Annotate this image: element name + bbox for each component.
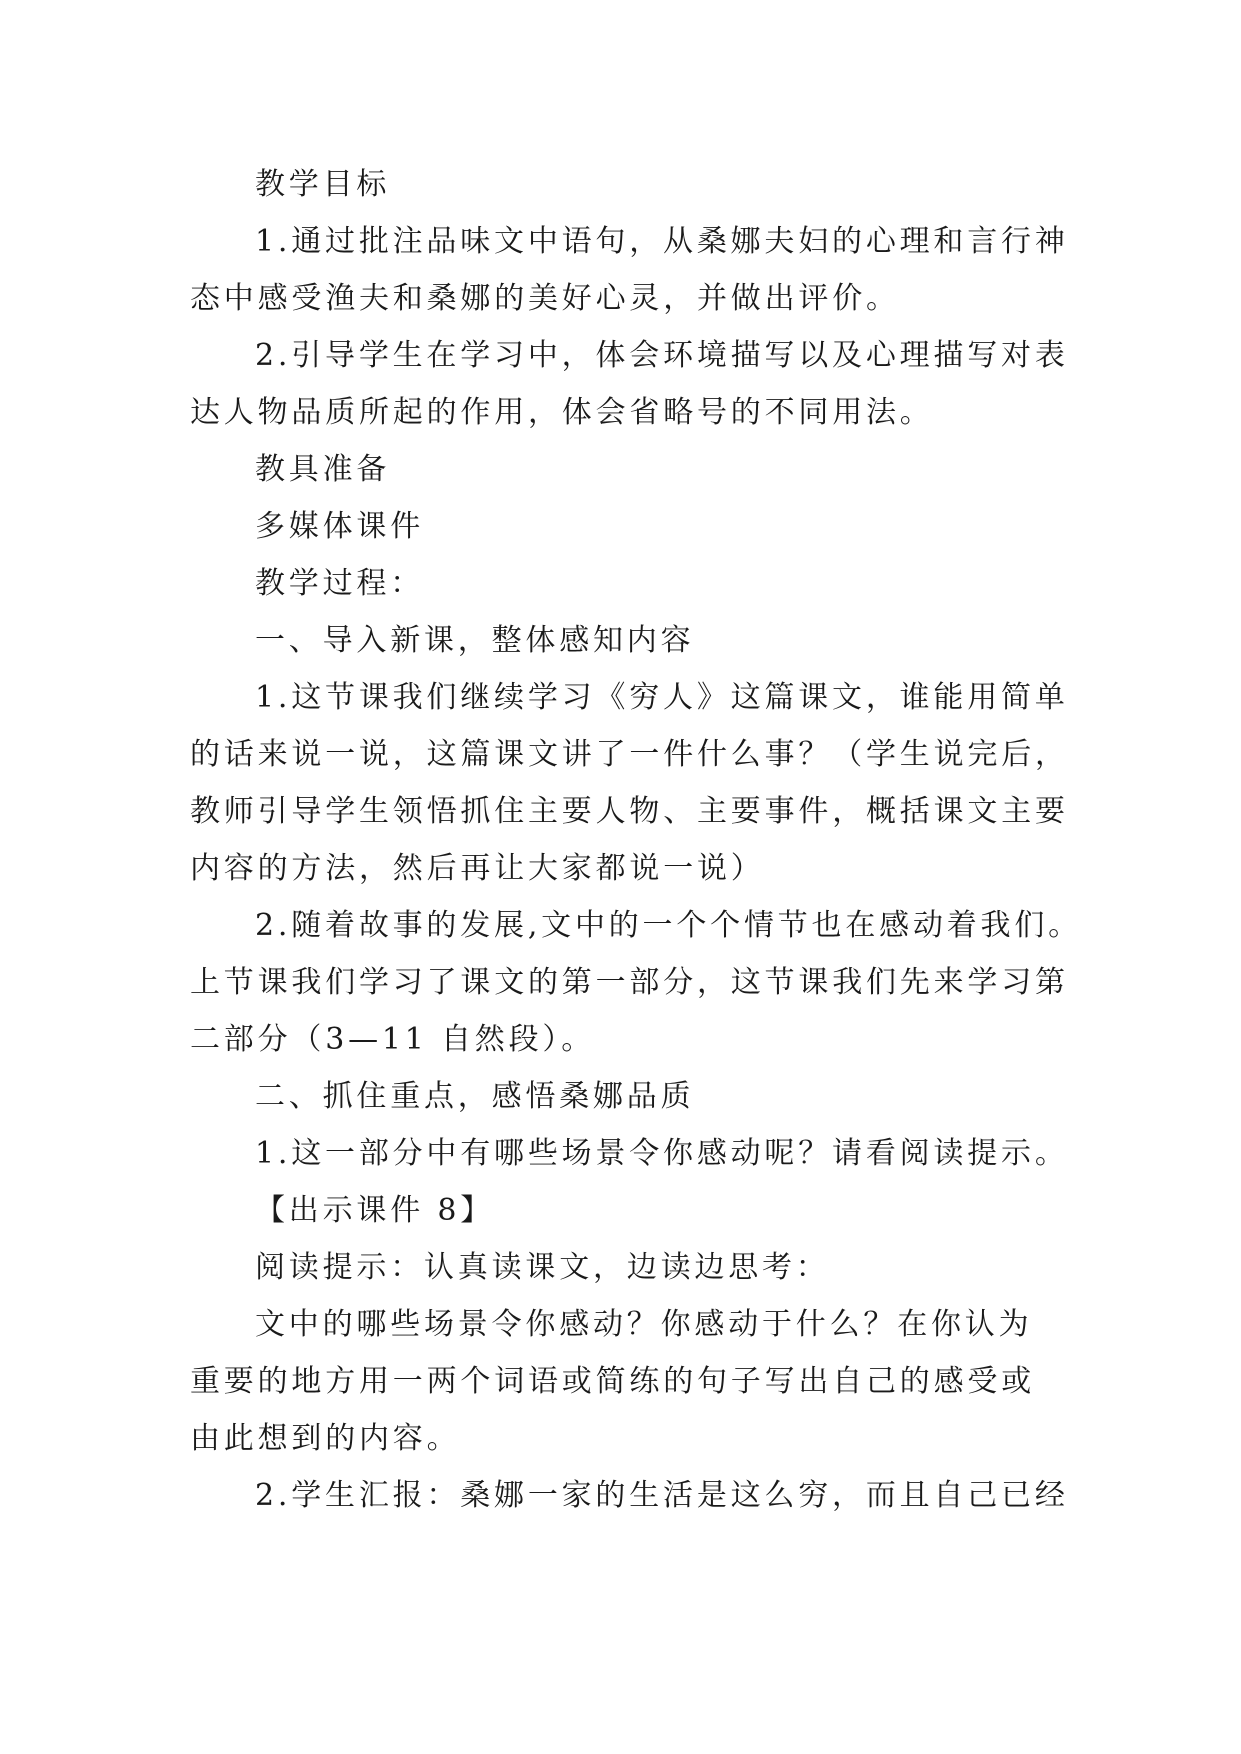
section-heading: 一、导入新课，整体感知内容 — [255, 623, 695, 658]
paragraph-line: 2.随着故事的发展,文中的一个个情节也在感动着我们。 — [255, 908, 1082, 943]
paragraph-line: 1.通过批注品味文中语句，从桑娜夫妇的心理和言行神 — [255, 224, 1069, 259]
paragraph-line: 二部分（3—11 自然段）。 — [190, 1022, 595, 1057]
section-heading: 二、抓住重点，感悟桑娜品质 — [255, 1079, 695, 1114]
paragraph-line: 态中感受渔夫和桑娜的美好心灵，并做出评价。 — [190, 281, 900, 316]
paragraph-line: 由此想到的内容。 — [190, 1421, 461, 1456]
paragraph-line: 上节课我们学习了课文的第一部分，这节课我们先来学习第 — [190, 965, 1069, 1000]
paragraph-line: 多媒体课件 — [255, 509, 424, 544]
paragraph-line: 重要的地方用一两个词语或简练的句子写出自己的感受或 — [190, 1364, 1035, 1399]
paragraph-line: 2.引导学生在学习中，体会环境描写以及心理描写对表 — [255, 338, 1069, 373]
paragraph-line: 1.这节课我们继续学习《穷人》这篇课文，谁能用简单 — [255, 680, 1069, 715]
paragraph-line: 【出示课件 8】 — [255, 1193, 495, 1228]
heading-teaching-aids: 教具准备 — [255, 452, 391, 487]
heading-teaching-goals: 教学目标 — [255, 167, 391, 202]
paragraph-line: 达人物品质所起的作用，体会省略号的不同用法。 — [190, 395, 934, 430]
paragraph-line: 1.这一部分中有哪些场景令你感动呢？请看阅读提示。 — [255, 1136, 1069, 1171]
paragraph-line: 2.学生汇报：桑娜一家的生活是这么穷，而且自己已经 — [255, 1478, 1069, 1513]
paragraph-line: 阅读提示：认真读课文，边读边思考： — [255, 1250, 830, 1285]
heading-teaching-process: 教学过程： — [255, 566, 424, 601]
paragraph-line: 文中的哪些场景令你感动？你感动于什么？在你认为 — [255, 1307, 1033, 1342]
paragraph-line: 教师引导学生领悟抓住主要人物、主要事件，概括课文主要 — [190, 794, 1069, 829]
paragraph-line: 的话来说一说，这篇课文讲了一件什么事？（学生说完后， — [190, 737, 1069, 772]
paragraph-line: 内容的方法，然后再让大家都说一说） — [190, 851, 765, 886]
